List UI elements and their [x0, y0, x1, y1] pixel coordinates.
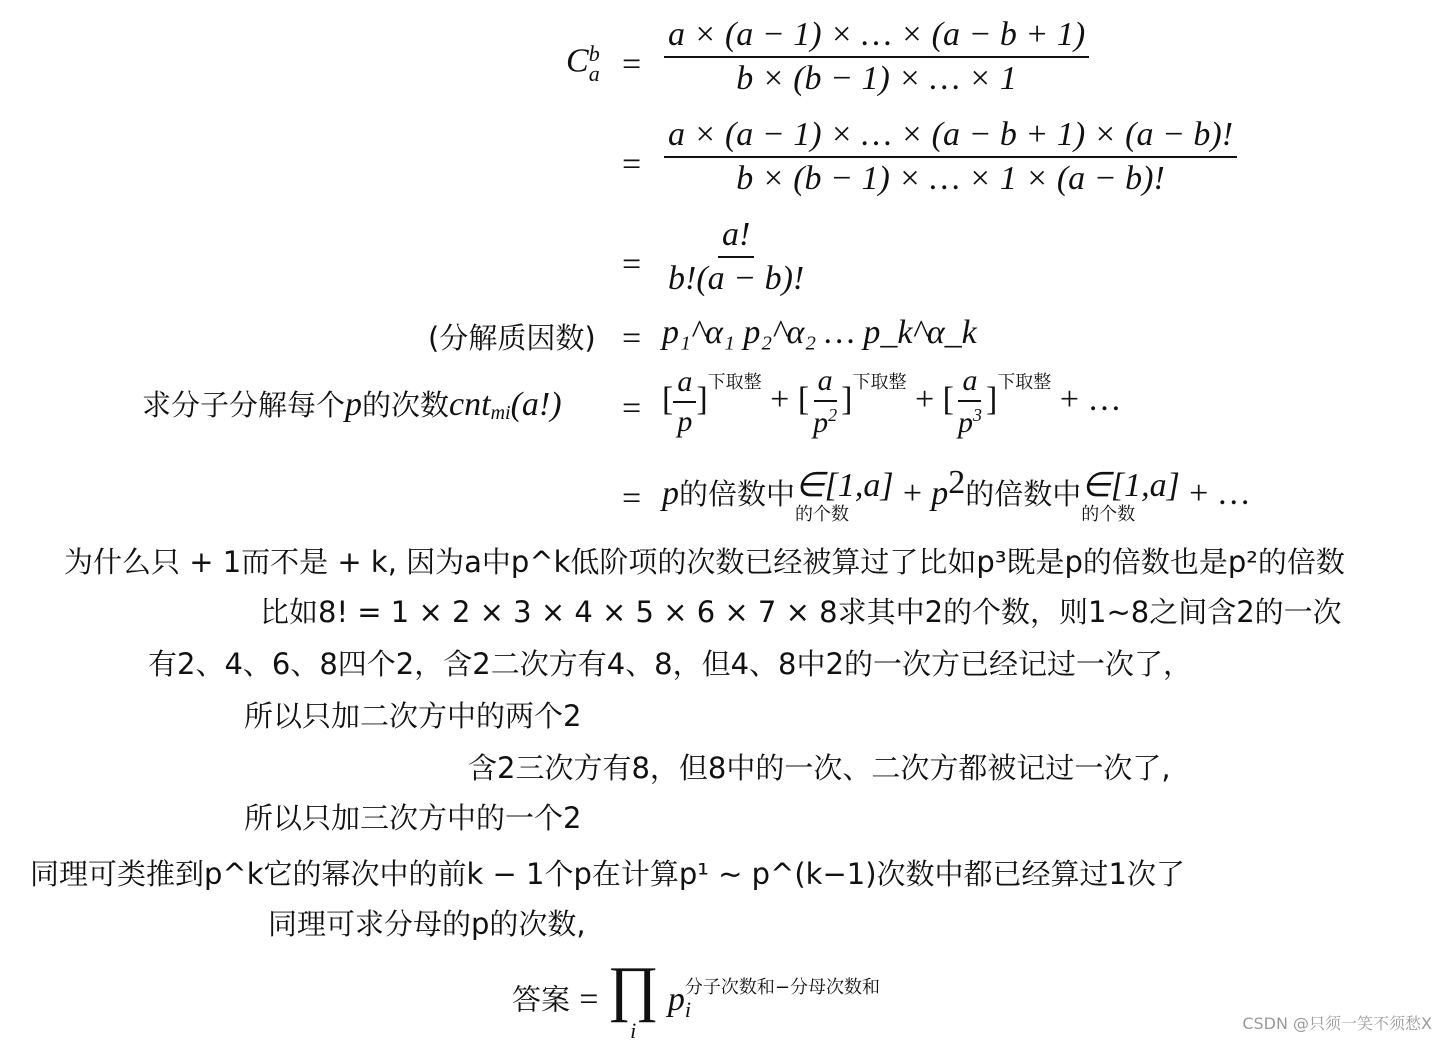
explanation-line-1: 为什么只 + 1而不是 + k, 因为a中p^k低阶项的次数已经被算过了比如p³既是p的倍数也是p²的倍数 — [64, 545, 1345, 579]
fraction-3-numerator: a! — [718, 218, 754, 258]
explanation-line-7: 同理可类推到p^k它的幂次中的前k − 1个p在计算p¹ ~ p^(k−1)次数中都已经算过1次了 — [30, 857, 1185, 891]
csdn-watermark: CSDN @只须一笑不须愁X — [1242, 1014, 1432, 1033]
equals-sign-6: = — [622, 480, 642, 517]
fraction-1-numerator: a × (a − 1) × … × (a − b + 1) — [664, 18, 1089, 58]
floor-sum-expression: [ $\frac{a}{p}$ ]$^{下取整}$ + [ $\frac{a}{p^2}$ ]$^{下取整}$ + [ $\frac{a}{p^3}$ ]$^{下取整}$ + … — [662, 364, 1122, 439]
product-operator: ∏ i — [607, 955, 659, 1043]
fraction-2-denominator: b × (b − 1) × … × 1 × (a − b)! — [736, 160, 1165, 197]
explanation-line-3: 有2、4、6、8四个2，含2二次方有4、8，但4、8中2的一次方已经记过一次了， — [148, 647, 1192, 681]
equals-sign-4: = — [622, 320, 642, 357]
prime-factorization-label: (分解质因数) — [428, 321, 596, 355]
fraction-3 — [664, 218, 808, 296]
answer-formula: 答案 = ∏ i p 分子次数和−分母次数和 i — [512, 955, 880, 1043]
multiples-count-expression: p的倍数中 ∈[1,a] 的个数 + $p^2$的倍数中 ∈[1,a] 的个数 + … — [662, 464, 1251, 526]
explanation-line-5: 含2三次方有8，但8中的一次、二次方都被记过一次了, — [468, 751, 1171, 785]
explanation-line-4: 所以只加二次方中的两个2 — [244, 699, 582, 733]
numerator-count-label: 求分子分解每个p的次数cnt$_{mi}$(a!) — [142, 386, 562, 425]
explanation-line-8: 同理可求分母的p的次数, — [268, 907, 586, 941]
fraction-1-denominator: b × (b − 1) × … × 1 — [736, 60, 1017, 97]
answer-equals: = — [579, 981, 599, 1018]
equals-sign-3: = — [622, 246, 642, 283]
answer-label: 答案 — [512, 982, 571, 1017]
equals-sign-5: = — [622, 390, 642, 427]
answer-exponent: 分子次数和−分母次数和 — [684, 977, 880, 999]
explanation-line-2: 比如8! = 1 × 2 × 3 × 4 × 5 × 6 × 7 × 8求其中2的个数，则1~8之间含2的一次 — [260, 595, 1342, 629]
equals-sign-1: = — [622, 46, 642, 83]
equals-sign-2: = — [622, 146, 642, 183]
fraction-1 — [664, 18, 1089, 96]
fraction-3-denominator: b!(a − b)! — [668, 260, 805, 297]
prime-factorization-expression: p₁^α₁ p₂^α₂ … p_k^α_k — [662, 314, 977, 351]
combination-symbol: C b a — [566, 41, 600, 86]
fraction-2 — [664, 118, 1237, 196]
explanation-line-6: 所以只加三次方中的一个2 — [244, 801, 582, 835]
fraction-2-numerator: a × (a − 1) × … × (a − b + 1) × (a − b)! — [664, 118, 1237, 158]
